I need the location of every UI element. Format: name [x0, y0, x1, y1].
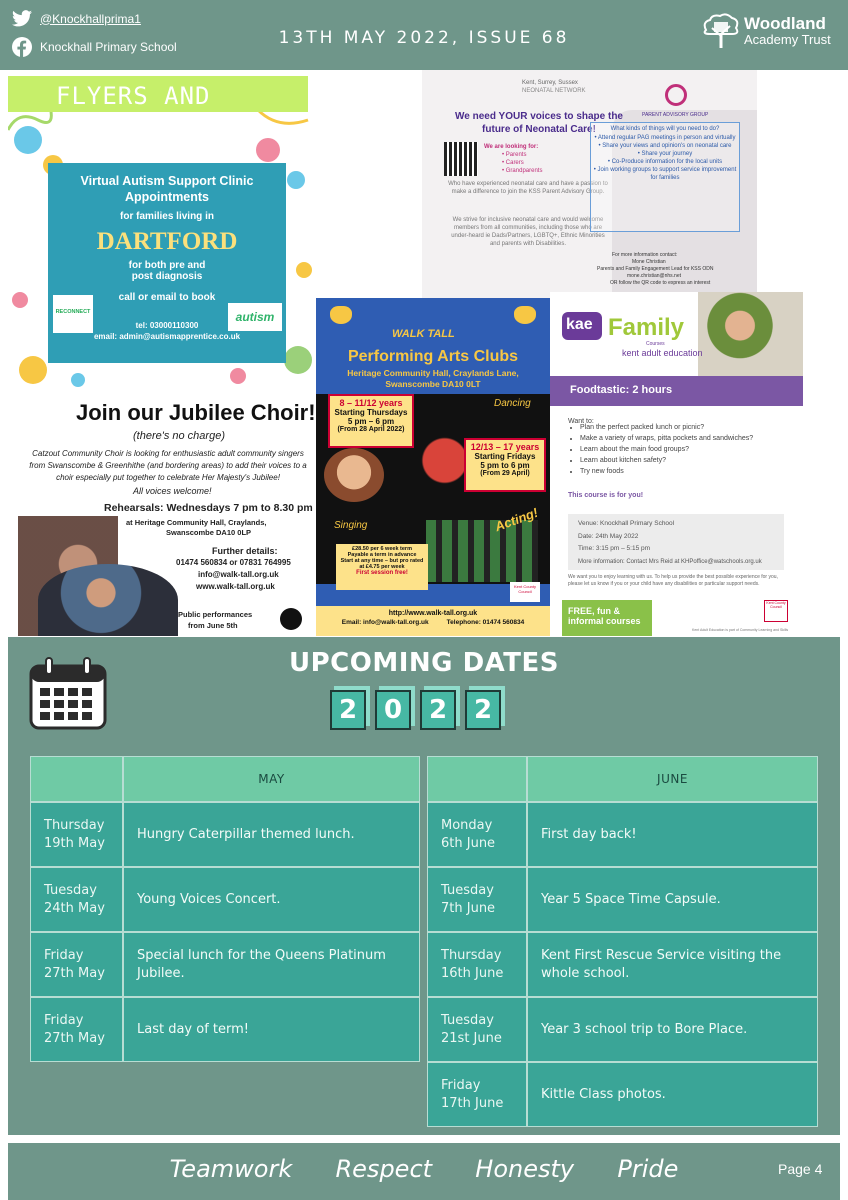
may-row-1-date	[30, 802, 123, 867]
neonatal-parents: • Parents	[502, 152, 527, 158]
kent-logo: Kent County Council	[510, 582, 540, 602]
choir-rehearsals: Rehearsals: Wednesdays 7 pm to 8.30 pm	[104, 502, 313, 514]
day-name: Friday	[44, 1012, 84, 1028]
neonatal-contact: Mone Christian	[632, 259, 666, 265]
june-row-3-date	[427, 932, 527, 997]
may-row-2-event: Young Voices Concert.	[123, 867, 420, 932]
g2-age: 12/13 – 17 years	[470, 442, 540, 452]
singing-label: Singing	[334, 520, 368, 531]
issue-date: 13TH MAY 2022, ISSUE 68	[278, 28, 570, 48]
kae-want: Want to:	[568, 418, 594, 425]
price3: Start at any time – but pro rated	[340, 558, 424, 564]
logo-line2: Academy Trust	[744, 32, 831, 47]
day-date: 24th May	[44, 900, 105, 916]
kae-free1: FREE, fun &	[568, 606, 620, 616]
day-date: 17th June	[441, 1095, 504, 1111]
theatre-masks-icon	[330, 306, 352, 324]
g1-day: Starting Thursdays	[334, 408, 408, 417]
year-digit: 2	[330, 690, 366, 730]
autism-title: Virtual Autism Support Clinic Appointments	[80, 174, 254, 204]
may-row-3-event: Special lunch for the Queens Platinum Jubilee.	[123, 932, 420, 997]
autism-call: call or email to book	[118, 292, 216, 303]
kae-enjoy: We want you to enjoy learning with us. To help us provide the best possible experience for you, please let us know if you or your child have any disabilities or particular support needs.	[568, 574, 778, 587]
year-digit: 2	[420, 690, 456, 730]
choir-photo-pianist	[38, 564, 178, 636]
choir-venue2: Swanscombe DA10 0LP	[166, 528, 252, 537]
kae-item: • Learn about the main food groups?	[580, 444, 803, 455]
june-header: JUNE	[527, 756, 818, 802]
walktall-brand: WALK TALL	[392, 328, 455, 340]
logo-line1: Woodland	[744, 14, 826, 33]
year-digit: 2	[465, 690, 501, 730]
kae-band-text: Foodtastic: 2 hours	[570, 384, 673, 396]
kae-kcc-logo: Kent County Council	[764, 600, 788, 622]
walktall-flyer	[316, 298, 550, 636]
school-values: Teamwork Respect Honesty Pride	[169, 1155, 679, 1183]
neonatal-email: mone.christian@nhs.net	[627, 273, 681, 279]
june-row-1-event: First day back!	[527, 802, 818, 867]
twitter-icon	[12, 10, 32, 27]
g1-from: (From 28 April 2022)	[337, 426, 405, 433]
kae-item: • Plan the perfect packed lunch or picnic?	[580, 422, 803, 433]
may-header: MAY	[123, 756, 420, 802]
upcoming-title: UPCOMING DATES	[289, 648, 559, 678]
theatre-masks-icon-right	[514, 306, 536, 324]
walktall-photo-actors	[426, 520, 538, 582]
day-date: 6th June	[441, 835, 496, 851]
may-header-blank	[30, 756, 123, 802]
autism-sub: for families living in	[120, 211, 214, 222]
june-row-1-date	[427, 802, 527, 867]
walktall-web: http://www.walk-tall.org.uk	[388, 610, 478, 617]
june-row-2-date	[427, 867, 527, 932]
neonatal-q: What kinds of things will you need to do?	[610, 126, 720, 132]
kae-flyer	[550, 292, 803, 636]
choir-flyer	[18, 388, 316, 636]
day-date: 21st June	[441, 1030, 502, 1046]
may-row-3-date	[30, 932, 123, 997]
june-row-4-event: Year 3 school trip to Bore Place.	[527, 997, 818, 1062]
neonatal-network: Kent, Surrey, Sussex	[522, 80, 578, 86]
kae-for-you: This course is for you!	[568, 492, 644, 499]
price4: at £4.75 per week	[359, 564, 405, 570]
may-row-4-event: Last day of term!	[123, 997, 420, 1062]
kae-info: More information: Contact Mrs Reid at KHPoffice@watschools.org.uk	[578, 558, 762, 565]
kae-courses: Courses	[646, 341, 665, 347]
choir-title: Join our Jubilee Choir!	[76, 400, 316, 425]
kae-small: Kent Adult Education is part of Community Learning and Skills	[692, 628, 789, 632]
kae-family: Family	[608, 314, 685, 341]
walktall-contact: Email: info@walk-tall.org.uk Telephone: 01474 560834	[341, 619, 525, 626]
kae-date: Date: 24th May 2022	[578, 532, 639, 540]
june-row-3-event: Kent First Rescue Service visiting the whole school.	[527, 932, 818, 997]
year-digit: 0	[375, 690, 411, 730]
walktall-venue1: Heritage Community Hall, Craylands Lane,	[347, 368, 519, 378]
kae-time: Time: 3:15 pm – 5:15 pm	[578, 545, 651, 552]
kae-item: • Try new foods	[580, 466, 803, 477]
price2: Payable a term in advance	[347, 552, 417, 558]
neonatal-grand: • Grandparents	[502, 168, 543, 174]
kae-item: • Learn about kitchen safety?	[580, 455, 803, 466]
autism-tel: tel: 03000110300	[135, 321, 199, 330]
twitter-handle-text: @Knockhallprima1	[40, 11, 141, 26]
autism-email: email: admin@autismapprentice.co.uk	[93, 332, 241, 341]
kae-details-box	[568, 514, 784, 570]
neonatal-more: For more information contact:	[612, 252, 678, 258]
neonatal-questions-box	[590, 122, 740, 232]
acting-label: Acting!	[492, 504, 540, 535]
choir-desc: Catzout Community Choir is looking for enthusiastic adult community singers from Swanscombe & Greenhithe (and bordering areas) to add their voices to a choir especially put together to celebrate Her Majesty's Jubilee!	[29, 449, 307, 482]
may-row-4-date	[30, 997, 123, 1062]
facebook-name: Knockhall Primary School	[40, 40, 177, 54]
choir-venue1: at Heritage Community Hall, Craylands,	[126, 518, 267, 527]
g2-from: (From 29 April)	[480, 470, 530, 477]
choir-email: info@walk-tall.org.uk	[198, 570, 279, 579]
autism-line1: for both pre and	[128, 260, 206, 271]
kae-free-box	[562, 600, 652, 636]
kae-venue: Venue: Knockhall Primary School	[578, 520, 675, 527]
g2-time: 5 pm to 6 pm	[480, 461, 530, 470]
kae-photo	[698, 292, 803, 376]
price1: £28.50 per 6 week term	[352, 546, 412, 552]
flyers-banner-text: FLYERS AND MORE...	[56, 82, 211, 138]
kae-logo-text: kae	[566, 316, 593, 333]
day-name: Tuesday	[441, 1012, 494, 1028]
walktall-title: Performing Arts Clubs	[347, 348, 519, 365]
neonatal-pag: PARENT ADVISORY GROUP	[642, 112, 709, 118]
may-row-1-event: Hungry Caterpillar themed lunch.	[123, 802, 420, 867]
walktall-venue2: Swanscombe DA10 0LT	[385, 379, 481, 389]
day-name: Thursday	[441, 947, 502, 963]
day-name: Thursday	[44, 817, 105, 833]
twitter-handle[interactable]	[12, 10, 141, 27]
neonatal-network2: NEONATAL NETWORK	[522, 88, 586, 94]
neonatal-b1: • Attend regular PAG meetings in person and virtually	[594, 135, 736, 141]
day-name: Monday	[441, 817, 493, 833]
day-name: Friday	[441, 1077, 481, 1093]
kae-item: • Make a variety of wraps, pitta pockets and sandwiches?	[580, 433, 803, 444]
choir-charge: (there's no charge)	[133, 430, 225, 442]
neonatal-headline: We need YOUR voices to shape the future of Neonatal Care!	[454, 111, 623, 135]
autism-place: DARTFORD	[96, 228, 238, 255]
walktall-photo-kids	[324, 448, 384, 502]
neonatal-looking: We are looking for:	[484, 144, 539, 150]
june-row-2-event: Year 5 Space Time Capsule.	[527, 867, 818, 932]
may-row-2-date	[30, 867, 123, 932]
day-name: Friday	[44, 947, 84, 963]
group1-box	[328, 394, 414, 448]
kae-kent-adult: kent adult education	[622, 348, 703, 358]
day-name: Tuesday	[44, 882, 97, 898]
trust-logo	[700, 10, 840, 58]
reconnect-logo: RECONNECT	[53, 295, 93, 333]
page-number: Page 4	[778, 1161, 823, 1177]
day-date: 27th May	[44, 1030, 105, 1046]
dancing-label: Dancing	[494, 398, 531, 409]
choir-phone: 01474 560834 or 07831 764995	[176, 558, 291, 567]
june-row-5-date	[427, 1062, 527, 1127]
day-date: 27th May	[44, 965, 105, 981]
june-header-blank	[427, 756, 527, 802]
choir-further: Further details:	[212, 546, 278, 556]
cat-logo-icon	[280, 608, 302, 630]
neonatal-strive: We strive for inclusive neonatal care and would welcome members from all communities, including those who are under-heard ie Dads/Partners, LGBTQ+, Ethnic Minorities and parents with Disabilities.	[451, 217, 605, 247]
price-box	[336, 544, 428, 590]
tree-icon	[700, 12, 742, 52]
neonatal-b5: • Join working groups to support service improvement for families	[593, 167, 737, 181]
neonatal-b4: • Co-Produce information for the local units	[607, 159, 723, 165]
neonatal-qr-note: OR follow the QR code to express an interest	[610, 280, 711, 286]
autism-apprentice-logo: autism	[228, 303, 282, 331]
kae-list	[550, 422, 803, 477]
qr-code	[444, 142, 478, 176]
neonatal-flyer	[422, 70, 757, 298]
free-session: First session free!	[356, 570, 408, 576]
kae-free2: informal courses	[568, 616, 641, 626]
g2-day: Starting Fridays	[474, 452, 536, 461]
neonatal-carers: • Carers	[502, 160, 524, 166]
june-row-4-date	[427, 997, 527, 1062]
choir-public2: from June 5th	[188, 621, 238, 630]
g1-age: 8 – 11/12 years	[339, 398, 403, 408]
choir-public1: Public performances	[178, 610, 253, 619]
neonatal-b3: • Share your journey	[637, 151, 693, 157]
choir-web: www.walk-tall.org.uk	[196, 582, 275, 591]
day-name: Tuesday	[441, 882, 494, 898]
day-date: 7th June	[441, 900, 496, 916]
neonatal-role: Parents and Family Engagement Lead for KSS ODN	[597, 266, 714, 272]
june-row-5-event: Kittle Class photos.	[527, 1062, 818, 1127]
neonatal-b2: • Share your views and opinion's on neonatal care	[598, 143, 732, 149]
autism-line2: post diagnosis	[131, 271, 203, 282]
g1-time: 5 pm – 6 pm	[347, 417, 395, 426]
group2-box	[464, 438, 546, 492]
day-date: 19th May	[44, 835, 105, 851]
autism-info-box	[48, 163, 286, 363]
walktall-contact-bar	[316, 606, 550, 636]
pag-logo-icon	[665, 84, 687, 106]
day-date: 16th June	[441, 965, 504, 981]
autism-flyer	[8, 70, 313, 388]
choir-welcome: All voices welcome!	[133, 486, 212, 496]
neonatal-who: Who have experienced neonatal care and have a passion to make a difference to join the KSS Parent Advisory Group.	[448, 181, 608, 195]
